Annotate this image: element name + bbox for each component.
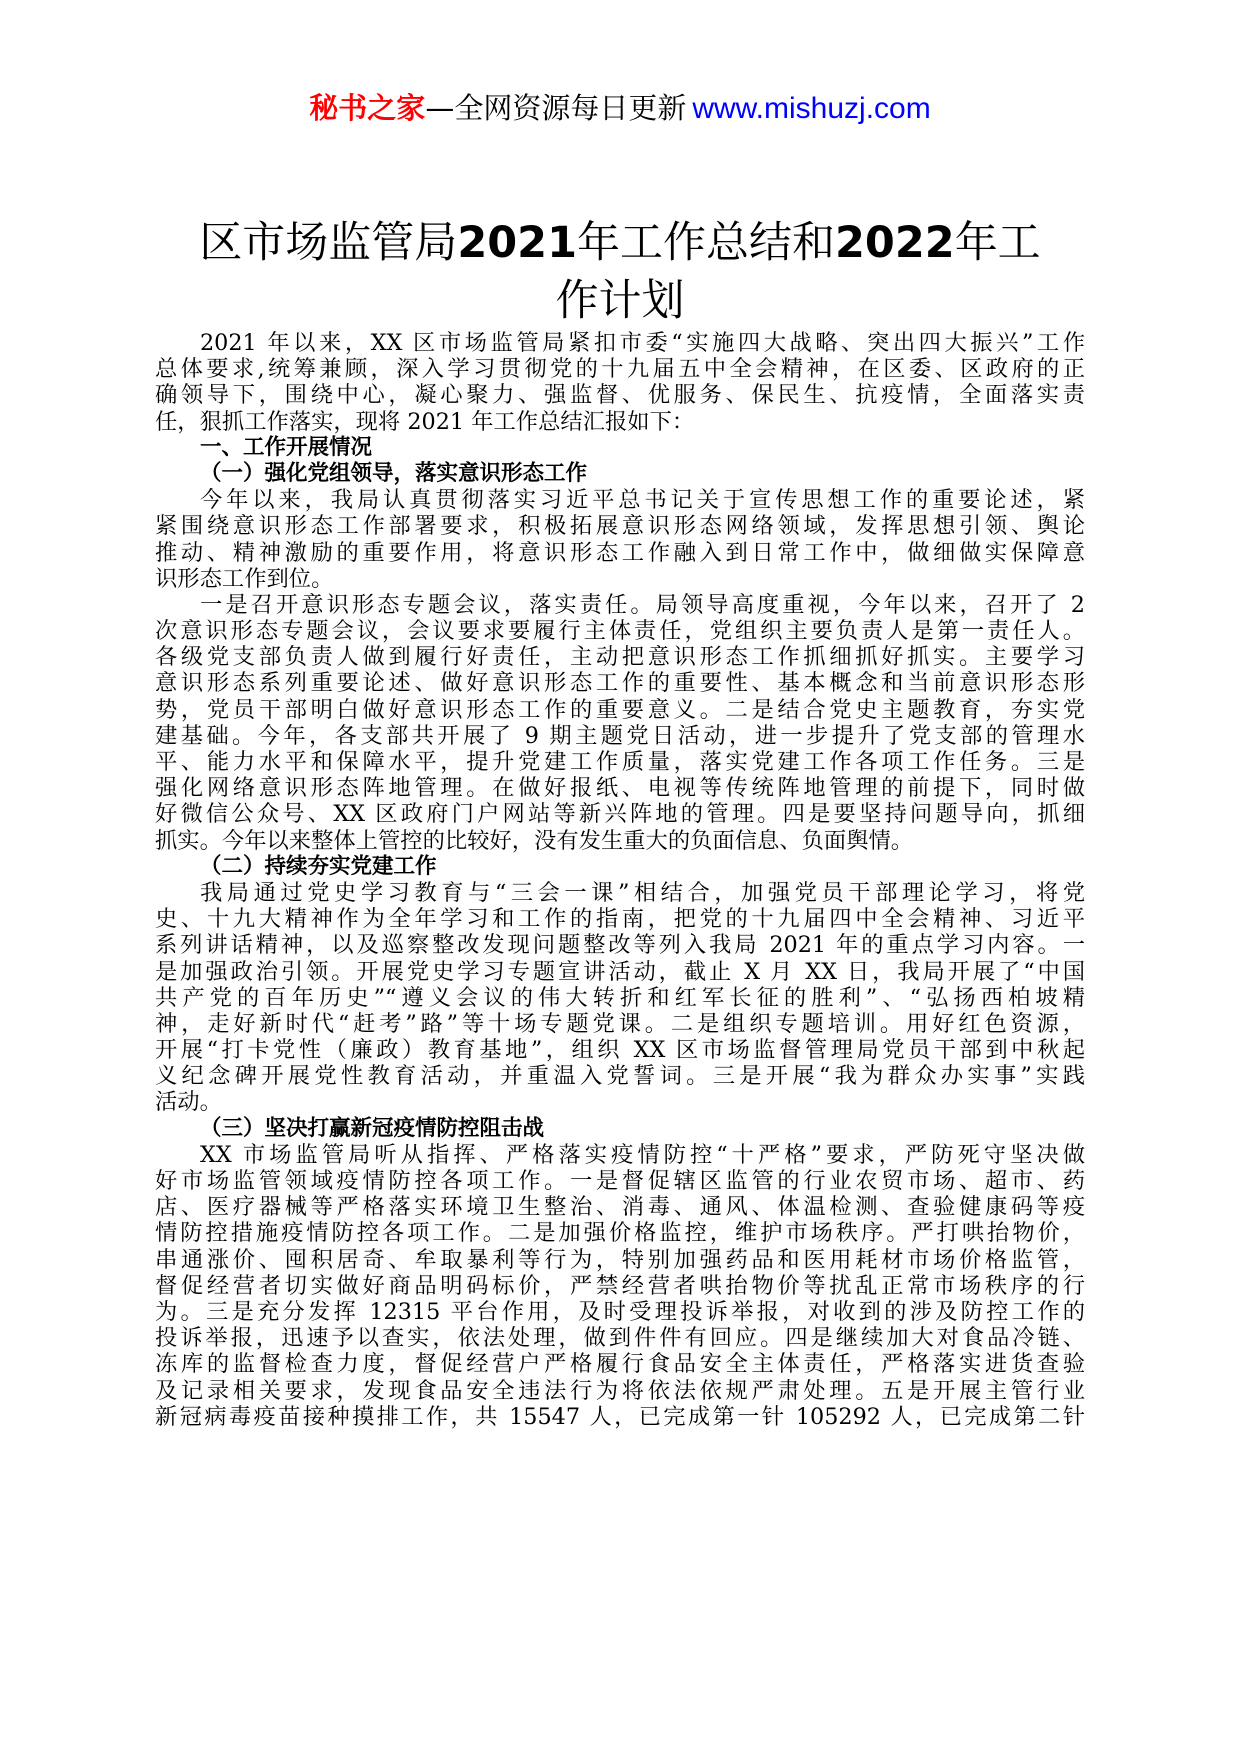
text-line: 活动。 — [155, 1089, 222, 1116]
banner-slogan: —全网资源每日更新 — [425, 91, 687, 125]
text-line: 2021 年以来，XX 区市场监管局紧扣市委“实施四大战略、突出四大振兴”工作 — [200, 330, 1085, 356]
text-line: 是加强政治引领。开展党史学习专题宣讲活动，截止 X 月 XX 日，我局开展了“中国 — [155, 958, 1085, 985]
text-line: 识形态工作到位。 — [155, 565, 334, 592]
subsection-heading: （三）坚决打赢新冠疫情防控阻击战 — [200, 1115, 545, 1141]
text-line: 店、医疗器械等严格落实环境卫生整治、消毒、通风、体温检测、查验健康码等疫 — [155, 1194, 1085, 1221]
text-line: 史、十九大精神作为全年学习和工作的指南，把党的十九届四中全会精神、习近平 — [155, 906, 1085, 933]
title-text: 年工作总结和 — [577, 218, 835, 268]
title-year-2021: 2021 — [457, 218, 577, 268]
brand-name: 秘书之家 — [309, 91, 426, 125]
text-line: 督促经营者切实做好商品明码标价，严禁经营者哄抬物价等扰乱正常市场秩序的行 — [155, 1272, 1085, 1299]
document-title — [150, 214, 1090, 330]
text-line: 好微信公众号、XX 区政府门户网站等新兴阵地的管理。四是要坚持问题导向，抓细 — [155, 801, 1085, 828]
text-line: 推动、精神激励的重要作用，将意识形态工作融入到日常工作中，做细做实保障意 — [155, 539, 1085, 566]
text-line: XX 市场监管局听从指挥、严格落实疫情防控“十严格”要求，严防死守坚决做 — [200, 1141, 1085, 1168]
text-line: 建基础。今年，各支部共开展了 9 期主题党日活动，进一步提升了党支部的管理水 — [155, 722, 1085, 749]
text-line: 次意识形态专题会议，会议要求要履行主体责任，党组织主要负责人是第一责任人。 — [155, 618, 1085, 645]
subsection-heading: （一）强化党组领导，落实意识形态工作 — [200, 460, 588, 486]
title-text: 年工 — [954, 218, 1041, 268]
text-line: 系列讲话精神，以及巡察整改发现问题整改等列入我局 2021 年的重点学习内容。一 — [155, 932, 1085, 959]
paragraph — [155, 592, 1085, 854]
text-line: 开展“打卡党性（廉政）教育基地”，组织 XX 区市场监督管理局党员干部到中秋起 — [155, 1037, 1085, 1064]
text-line: 神，走好新时代“赶考”路”等十场专题党课。二是组织专题培训。用好红色资源， — [155, 1010, 1085, 1037]
text-line: 势，党员干部明白做好意识形态工作的重要意义。二是结合党史主题教育，夯实党 — [155, 696, 1085, 723]
text-line: 紧围绕意识形态工作部署要求，积极拓展意识形态网络领域，发挥思想引领、舆论 — [155, 513, 1085, 540]
text-line: 冻库的监督检查力度，督促经营户严格履行食品安全主体责任，严格落实进货查验 — [155, 1351, 1085, 1378]
text-line: 确领导下，围绕中心，凝心聚力、强监督、优服务、保民生、抗疫情，全面落实责 — [155, 382, 1085, 409]
paragraph — [155, 487, 1085, 592]
text-line: 及记录相关要求，发现食品安全违法行为将依法依规严肃处理。五是开展主管行业 — [155, 1377, 1085, 1404]
title-line-2: 作计划 — [555, 276, 685, 326]
text-line: 义纪念碑开展党性教育活动，并重温入党誓词。三是开展“我为群众办实事”实践 — [155, 1063, 1085, 1090]
title-year-2022: 2022 — [835, 218, 955, 268]
text-line: 新冠病毒疫苗接种摸排工作，共 15547 人，已完成第一针 105292 人，已完成第二针 — [155, 1403, 1085, 1430]
text-line: 投诉举报，迅速予以查实，依法处理，做到件件有回应。四是继续加大对食品冷链、 — [155, 1325, 1085, 1352]
text-line: 共产党的百年历史”“遵义会议的伟大转折和红军长征的胜利”、“弘扬西柏坡精 — [155, 984, 1085, 1011]
text-line: 强化网络意识形态阵地管理。在做好报纸、电视等传统阵地管理的前提下，同时做 — [155, 775, 1085, 802]
text-line: 意识形态系列重要论述、做好意识形态工作的重要性、基本概念和当前意识形态形 — [155, 670, 1085, 697]
paragraph — [155, 880, 1085, 1116]
paragraph — [155, 1142, 1085, 1430]
text-line: 为。三是充分发挥 12315 平台作用，及时受理投诉举报，对收到的涉及防控工作的 — [155, 1298, 1085, 1325]
site-url-link[interactable]: www.mishuzj.com — [692, 92, 931, 125]
document-body — [155, 330, 1085, 1430]
text-line: 一是召开意识形态专题会议，落实责任。局领导高度重视，今年以来，召开了 2 — [200, 591, 1085, 618]
title-line-1 — [150, 214, 1090, 272]
section-heading: 一、工作开展情况 — [200, 434, 373, 460]
text-line: 平、能力水平和保障水平，提升党建工作质量，落实党建工作各项工作任务。三是 — [155, 749, 1085, 775]
text-line: 串通涨价、囤积居奇、牟取暴利等行为，特别加强药品和医用耗材市场价格监管， — [155, 1246, 1085, 1273]
title-text: 区市场监管局 — [199, 218, 458, 268]
text-line: 总体要求,统筹兼顾，深入学习贯彻党的十九届五中全会精神，在区委、区政府的正 — [155, 356, 1085, 383]
text-line: 今年以来，我局认真贯彻落实习近平总书记关于宣传思想工作的重要论述，紧 — [200, 487, 1085, 514]
intro-paragraph — [155, 330, 1085, 435]
text-line: 抓实。今年以来整体上管控的比较好，没有发生重大的负面信息、负面舆情。 — [155, 827, 914, 854]
text-line: 我局通过党史学习教育与“三会一课”相结合，加强党员干部理论学习，将党 — [200, 879, 1085, 906]
text-line: 任，狠抓工作落实，现将 2021 年工作总结汇报如下： — [155, 408, 695, 435]
text-line: 情防控措施疫情防控各项工作。二是加强价格监控，维护市场秩序。严打哄抬物价， — [155, 1220, 1085, 1247]
subsection-heading: （二）持续夯实党建工作 — [200, 853, 437, 879]
text-line: 各级党支部负责人做到履行好责任，主动把意识形态工作抓细抓好抓实。主要学习 — [155, 644, 1085, 671]
text-line: 好市场监管领域疫情防控各项工作。一是督促辖区监管的行业农贸市场、超市、药 — [155, 1168, 1085, 1194]
site-banner — [0, 88, 1240, 129]
